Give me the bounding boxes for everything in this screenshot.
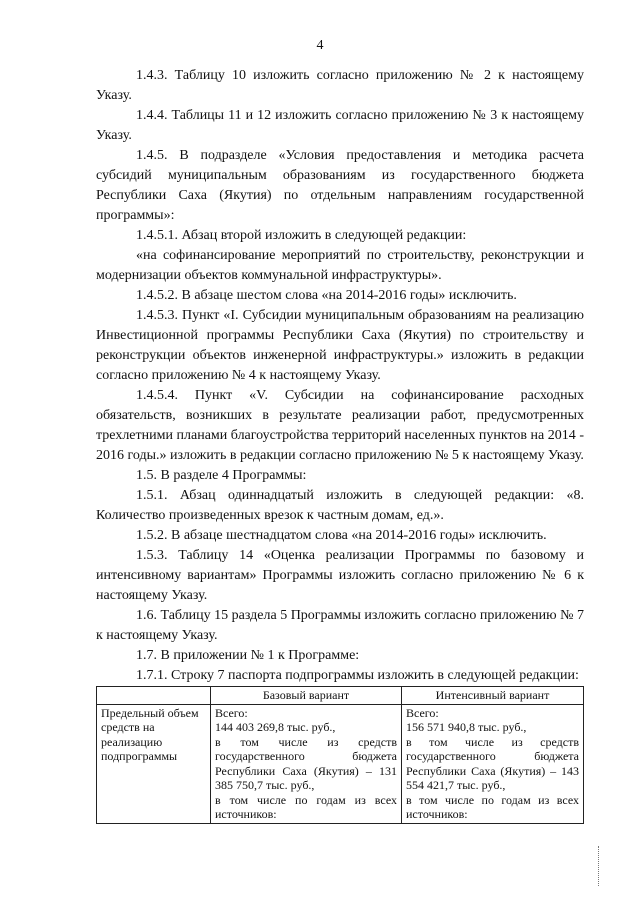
paragraph-1-5-3: 1.5.3. Таблицу 14 «Оценка реализации Программы по базовому и интенсивному вариантам» Программы изложить согласно приложению № 6 к настоящему Указу. [96,548,584,603]
paragraph-1-4-4: 1.4.4. Таблицы 11 и 12 изложить согласно приложению № 3 к настоящему Указу. [96,108,584,143]
scan-margin-marks [598,846,605,886]
intensive-by-years: в том числе по годам из всех источников: [406,792,579,821]
document-body [96,66,584,686]
paragraph-1-6: 1.6. Таблицу 15 раздела 5 Программы изложить согласно приложению № 7 к настоящему Указу. [96,608,584,643]
row-label: Предельный объем средств на реализацию подпрограммы [97,704,211,823]
paragraph-1-4-5-1: 1.4.5.1. Абзац второй изложить в следующей редакции: [136,228,467,243]
base-total: 144 403 269,8 тыс. руб., [215,720,336,734]
table-header-empty [97,687,211,705]
paragraph-1-4-5-4: 1.4.5.4. Пункт «V. Субсидии на софинансирование расходных обязательств, возникших в результате реализации работ, предусмотренных трехлетними планами благоустройства территорий населенных пунктов на 2014 - 2016 годы.» изложить в редакции согласно приложению № 5 к настоящему Указу. [96,388,584,463]
paragraph-1-4-5-2: 1.4.5.2. В абзаце шестом слова «на 2014-2016 годы» исключить. [136,288,517,303]
base-state-budget: в том числе из средств государственного бюджета Республики Саха (Якутия) – 131 385 750,7 тыс. руб., [215,734,397,792]
paragraph-1-7-1: 1.7.1. Строку 7 паспорта подпрограммы изложить в следующей редакции: [136,668,579,683]
intensive-state-budget: в том числе из средств государственного бюджета Республики Саха (Якутия) – 143 554 421,7 тыс. руб., [406,734,579,792]
base-variant-cell [211,704,402,823]
table-header-row [97,687,584,705]
paragraph-1-5: 1.5. В разделе 4 Программы: [136,468,307,483]
paragraph-1-4-5: 1.4.5. В подразделе «Условия предоставления и методика расчета субсидий муниципальным образованиям из государственного бюджета Республики Саха (Якутия) по отдельным направлениям государственной программы»: [96,148,584,223]
intensive-total-label: Всего: [406,705,439,720]
paragraph-1-5-2: 1.5.2. В абзаце шестнадцатом слова «на 2014-2016 годы» исключить. [136,528,547,543]
paragraph-1-4-5-3: 1.4.5.3. Пункт «I. Субсидии муниципальным образованиям на реализацию Инвестиционной программы Республики Саха (Якутия) по строительству и реконструкции объектов инженерной инфраструктуры.» изложить в редакции согласно приложению № 4 к настоящему Указу. [96,308,584,383]
table-header-intensive: Интенсивный вариант [402,687,584,705]
intensive-variant-cell [402,704,584,823]
paragraph-1-4-3: 1.4.3. Таблицу 10 изложить согласно приложению № 2 к настоящему Указу. [96,68,584,103]
table-row [97,704,584,823]
paragraph-1-5-1: 1.5.1. Абзац одиннадцатый изложить в следующей редакции: «8. Количество произведенных врезок к частным домам, ед.». [96,488,584,523]
paragraph-quote-cofinancing: «на софинансирование мероприятий по строительству, реконструкции и модернизации объектов коммунальной инфраструктуры». [96,248,584,283]
paragraph-1-7: 1.7. В приложении № 1 к Программе: [136,648,360,663]
page-number: 4 [316,38,324,53]
base-total-label: Всего: [215,705,248,720]
base-by-years: в том числе по годам из всех источников: [215,792,397,821]
subprogram-passport-table [96,686,584,824]
table-header-base: Базовый вариант [211,687,402,705]
intensive-total: 156 571 940,8 тыс. руб., [406,720,527,734]
